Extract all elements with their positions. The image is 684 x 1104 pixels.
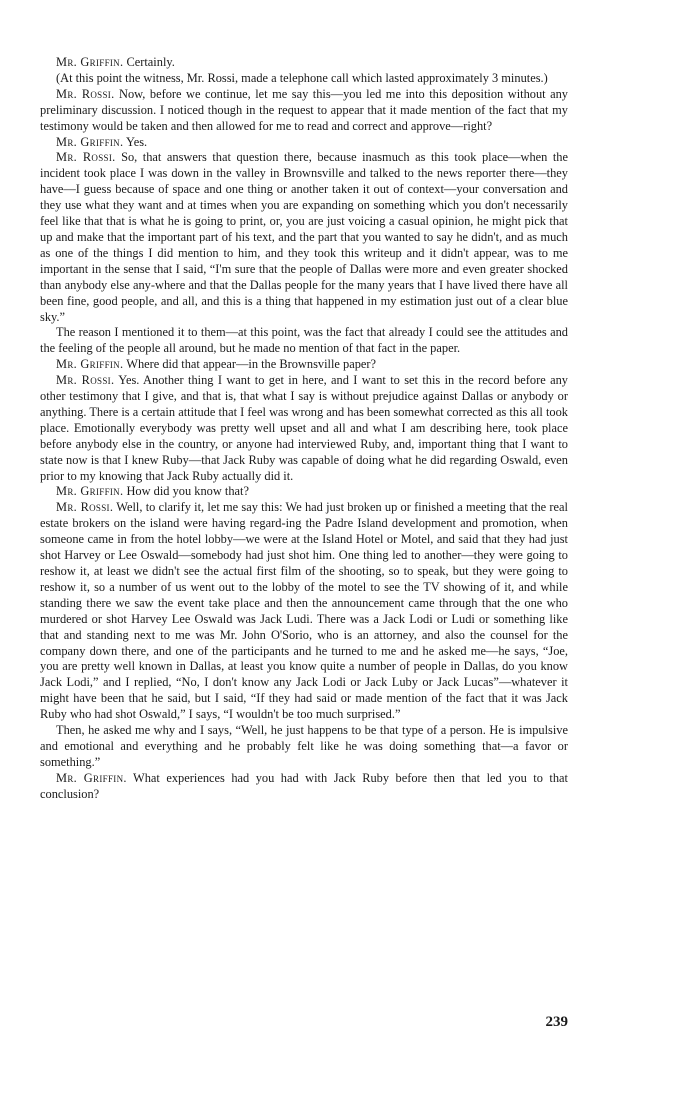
paragraph-text: The reason I mentioned it to them—at this point, was the fact that already I could see the attitudes and the feeling of the people all around, but he made no mention of that fact in the paper. (40, 325, 568, 356)
paragraph-4 (40, 135, 568, 151)
paragraph-6 (40, 325, 568, 357)
speaker-name: Mr. Rossi. (56, 500, 114, 515)
page-number: 239 (545, 1014, 568, 1030)
paragraph-9 (40, 484, 568, 500)
paragraph-2 (40, 71, 568, 87)
transcript-body (40, 55, 568, 803)
paragraph-8 (40, 373, 568, 484)
paragraph-7 (40, 357, 568, 373)
speaker-name: Mr. Rossi. (56, 373, 115, 388)
paragraph-text: Yes. Another thing I want to get in here, and I want to set this in the record before any other testimony that I give, and that is, that what I say is without prejudice against Dallas or anybody or anything. There is a certain attitude that I feel was wrong and has been somewhat corrected as this all took place. Emotionally everybody was pretty well upset and all and what I am describing here, took place before anybody else in the country, or anyone had interviewed Ruby, and, important thing that I want to state now is that I knew Ruby—that Jack Ruby was capable of doing what he did regarding Oswald, even prior to my knowing that Jack Ruby actually did it. (40, 373, 568, 483)
speaker-name: Mr. Griffin. (56, 357, 124, 372)
paragraph-10 (40, 500, 568, 723)
paragraph-text: (At this point the witness, Mr. Rossi, made a telephone call which lasted approximately 3 minutes.) (56, 70, 548, 85)
paragraph-3 (40, 87, 568, 135)
speaker-name: Mr. Griffin. (56, 484, 124, 499)
speaker-name: Mr. Rossi. (56, 150, 116, 165)
paragraph-text: How did you know that? (123, 484, 249, 499)
paragraph-text: What experiences had you had with Jack Ruby before then that led you to that conclusion? (40, 770, 568, 801)
paragraph-1 (40, 55, 568, 71)
paragraph-11 (40, 723, 568, 771)
paragraph-text: So, that answers that question there, because inasmuch as this took place—when the incident took place I was down in the valley in Brownsville and talked to the news reporter there—they have—I guess because of space and one thing or another taken it out of context—your conversation and they use what they want and at times when you are expanding on something which you don't necessarily feel like that that is what he is going to print, or, you are just voicing a casual opinion, he might pick that up and make that the important part of his text, and the part that you wanted to say he didn't, and as much as one of the things I did mention to him, and they took this writeup and it didn't appear, was to me important in the sense that I said, “I'm sure that the people of Dallas were more and even greater shocked than anybody else any-where and that the Dallas people for the many years that I have lived there have all been fine, good people, and all, and this is a thing that happened in my estimation just out of a clear blue sky.” (40, 150, 569, 324)
paragraph-text: Now, before we continue, let me say this—you led me into this deposition without any preliminary discussion. I noticed though in the request to appear that it made mention of the fact that my testimony would be taken and then allowed for me to read and correct and approve—right? (40, 86, 568, 133)
paragraph-text: Well, to clarify it, let me say this: We had just broken up or finished a meeting that the real estate brokers on the island were having regard-ing the Padre Island development and promotion, when someone came in from the hotel lobby—we were at the Island Hotel or Motel, and said that they had just shot Harvey or Lee Oswald—somebody had just shot him. One thing led to another—they were going to reshow it, at least we didn't see the actual first film of the shooting, so to speak, but they were going to reshow it, so a number of us went out to the lobby of the motel to see the TV showing of it, and while standing there we saw the event take place and then the announcement came through that the one who murdered or shot Harvey Lee Oswald was Jack Ludi. There was a Jack Lodi or Ludi or something like that and standing next to me was Mr. John O'Sorio, who is an attorney, and also the counsel for the company down there, and one of the participants and he turned to me and he asked me—he says, “Joe, you are pretty well known in Dallas, at least you know quite a number of people in Dallas, do you know Jack Lodi,” and I replied, “No, I don't know any Jack Lodi or Jack Luby or Jack Lucas”—whatever it might have been that he said, but I said, “If they had said or made mention of the fact that it was Jack Ruby who had shot Oswald,” I says, “I wouldn't be too much surprised.” (40, 500, 568, 722)
speaker-name: Mr. Griffin. (56, 55, 124, 69)
paragraph-text: Where did that appear—in the Brownsville paper? (123, 357, 377, 372)
speaker-name: Mr. Griffin. (56, 770, 127, 785)
paragraph-12 (40, 771, 568, 803)
speaker-name: Mr. Rossi. (56, 86, 115, 101)
paragraph-text: Then, he asked me why and I says, “Well, he just happens to be that type of a person. He is impulsive and emotional and everything and he probably felt like he was doing something that—a favor or something.” (40, 723, 568, 769)
speaker-name: Mr. Griffin. (56, 134, 124, 149)
paragraph-text: Certainly. (123, 55, 175, 69)
paragraph-text: Yes. (123, 134, 148, 149)
paragraph-5 (40, 150, 568, 325)
